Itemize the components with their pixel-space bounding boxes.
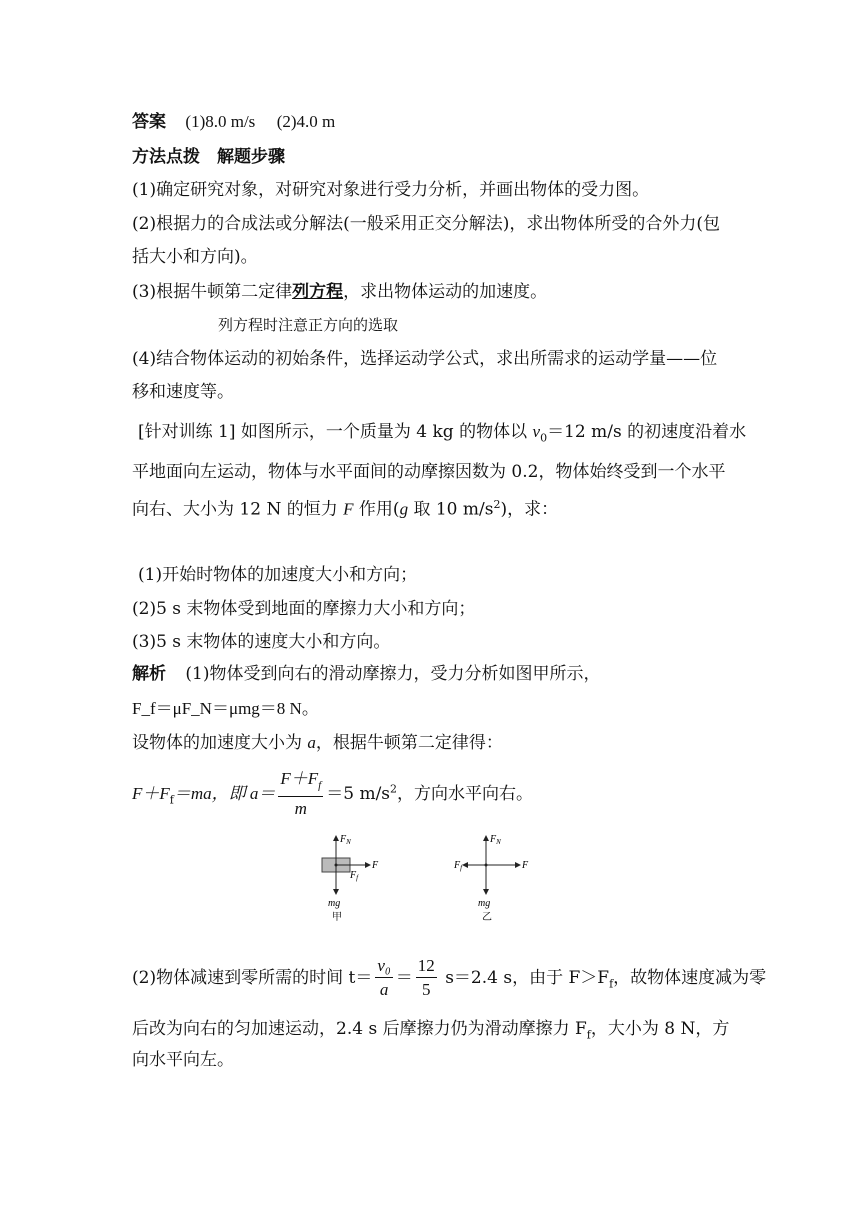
p2-fraction1 (375, 955, 392, 1002)
method-step3-note: 列方程时注意正方向的选取 (218, 316, 399, 334)
answer-label: 答案 (132, 112, 166, 132)
eq2-sup: 2 (390, 782, 398, 796)
diagram-jia (322, 834, 379, 923)
jia-ff-label: $F_f$ (350, 870, 359, 882)
exercise-text-3b: 作用( (353, 499, 400, 520)
p2-line2-sub: f (586, 1028, 591, 1042)
solution-text1: (1)物体受到向右的滑动摩擦力，受力分析如图甲所示， (185, 664, 601, 684)
p2-line2-a: 后改为向右的匀加速运动，2.4 s 后摩擦力仍为滑动摩擦力 F (132, 1019, 587, 1039)
p2-line2-b: ，大小为 8 N，方 (590, 1019, 730, 1039)
eq2-fraction (278, 768, 323, 821)
eq2-numerator (278, 768, 323, 797)
method-step4-line1: (4)结合物体运动的初始条件，选择运动学公式，求出所需求的运动学量——位 (132, 349, 718, 369)
solution-text2a: 设物体的加速度大小为 (132, 733, 308, 753)
method-heading: 方法点拨 解题步骤 (132, 147, 285, 167)
exercise-line3 (132, 493, 558, 522)
exercise-sup: 2 (493, 498, 501, 511)
eq2-a: F＋F (132, 784, 170, 804)
exercise-line2: 平地面向左运动，物体与水平面间的动摩擦因数为 0.2，物体始终受到一个水平 (132, 462, 726, 482)
eq2-sub: f (169, 793, 174, 807)
jia-caption: 甲 (332, 912, 342, 923)
jia-f-label: F (372, 860, 379, 871)
solution-a-var: a (307, 733, 316, 752)
solution-p2-line3: 向水平向左。 (132, 1050, 234, 1070)
step3-suffix: ，求出物体运动的加速度。 (343, 282, 548, 302)
solution-p2-line1 (132, 955, 766, 1002)
exercise-g: g (399, 499, 409, 519)
p2-frac2-den: 5 (422, 980, 431, 999)
solution-eq1: F_f＝μF_N＝μmg＝8 N。 (132, 699, 319, 718)
method-step4-line2: 移和速度等。 (132, 382, 234, 402)
answer-part1: (1)8.0 m/s (185, 112, 256, 131)
eq2-b: ＝ma，即 a＝ (173, 784, 276, 804)
exercise-F: F (343, 499, 354, 519)
step3-highlight: 列方程 (292, 282, 344, 302)
diagram-yi (453, 834, 529, 923)
exercise-text-1a: [针对训练 1] 如图所示，一个质量为 4 kg 的物体以 (138, 422, 533, 442)
yi-f-label: F (522, 860, 529, 871)
answer-line (132, 110, 335, 134)
p2-fraction2 (416, 955, 437, 1002)
yi-fn-label: $F_N$ (490, 834, 501, 846)
method-step1: (1)确定研究对象，对研究对象进行受力分析，并画出物体的受力图。 (132, 180, 650, 200)
exercise-line1 (138, 420, 746, 450)
exercise-text-3c: 取 10 m/s (408, 499, 494, 520)
eq2-d: ，方向水平向右。 (397, 784, 534, 805)
solution-text2b: ，根据牛顿第二定律得： (315, 733, 503, 753)
jia-fn-label: $F_N$ (340, 834, 351, 846)
eq2-denominator: m (294, 799, 307, 819)
force-diagrams (310, 828, 550, 928)
exercise-text-1b: ＝12 m/s 的初速度沿着水 (547, 422, 747, 442)
exercise-text-3d: )，求： (500, 499, 559, 520)
step3-prefix: (3)根据牛顿第二定律 (132, 282, 293, 302)
p2-frac2-num: 12 (416, 955, 437, 978)
yi-caption: 乙 (482, 912, 492, 923)
method-step2-line1: (2)根据力的合成法或分解法(一般采用正交分解法)，求出物体所受的合外力(包 (132, 214, 720, 234)
solution-p2-line2 (132, 1017, 729, 1047)
p2-text-b: s＝2.4 s，由于 F＞F (439, 968, 610, 988)
p2-sub: f (609, 977, 614, 991)
solution-eq2 (132, 768, 533, 821)
eq2-c: ＝5 m/s (326, 784, 391, 805)
p2-frac1-num: v₀ (375, 955, 392, 978)
solution-label: 解析 (132, 664, 166, 684)
yi-ff-label: $F_f$ (454, 860, 463, 872)
center-dot (335, 864, 338, 867)
p2-frac1-den: a (379, 980, 389, 999)
exercise-v: v (532, 422, 541, 441)
answer-part2: (2)4.0 m (276, 112, 336, 131)
yi-mg-label: mg (478, 898, 491, 909)
question-1: (1)开始时物体的加速度大小和方向； (138, 565, 418, 585)
eq2-num-sub: f (318, 779, 322, 792)
exercise-text-3a: 向右、大小为 12 N 的恒力 (132, 499, 344, 520)
p2-text-c: ，故物体速度减为零 (613, 968, 767, 988)
question-3: (3)5 s 末物体的速度大小和方向。 (132, 632, 391, 652)
question-2: (2)5 s 末物体受到地面的摩擦力大小和方向； (132, 599, 476, 619)
solution-line1 (132, 662, 601, 686)
method-step3 (132, 280, 547, 304)
solution-line2 (132, 731, 503, 755)
method-step2-line2: 括大小和方向)。 (132, 247, 258, 267)
jia-mg-label: mg (328, 898, 341, 909)
eq2-num-text: F＋F (280, 769, 319, 788)
exercise-v-sub: 0 (540, 431, 548, 445)
yi-center-dot (485, 864, 488, 867)
p2-eq: ＝ (395, 968, 413, 988)
p2-text-a: (2)物体减速到零所需的时间 t＝ (132, 968, 373, 988)
